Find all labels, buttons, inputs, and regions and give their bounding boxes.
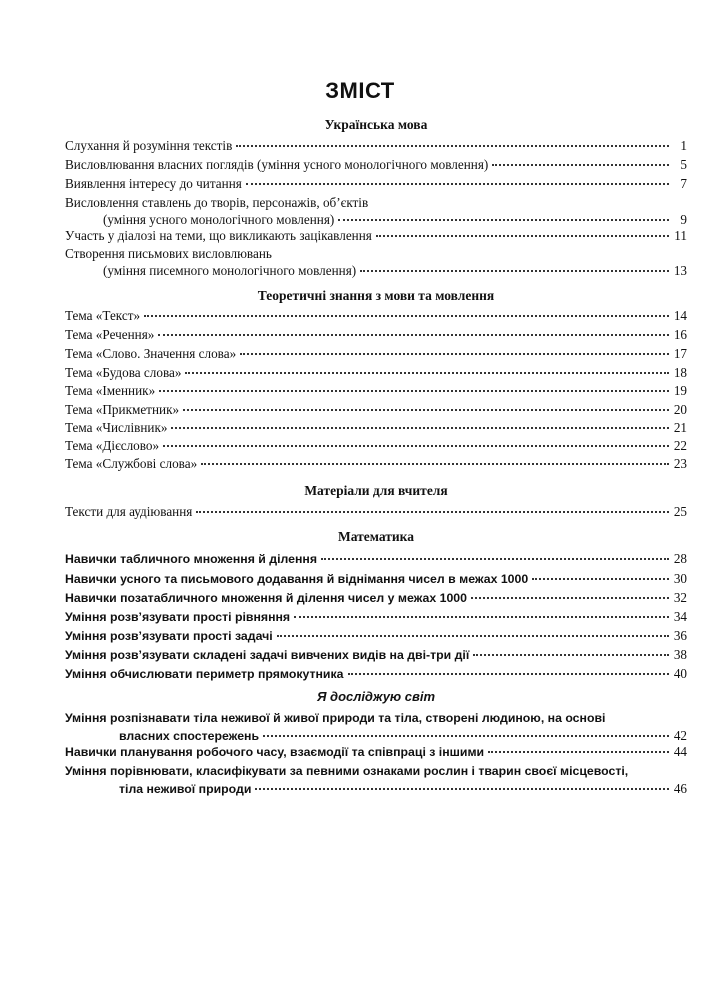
toc-entry-text: Тема «Числівник» <box>65 420 168 435</box>
dot-leader <box>255 787 669 790</box>
toc-page-number: 30 <box>673 571 687 586</box>
toc-entry-text: (уміння писемного монологічного мовлення) <box>103 263 357 278</box>
toc-entry-text: Тема «Прикметник» <box>65 402 180 417</box>
toc-entry[interactable] <box>65 156 687 173</box>
toc-page-number: 22 <box>673 438 687 453</box>
section-heading-ukrainian: Українська мова <box>324 117 428 132</box>
toc-entry-text: Тексти для аудіювання <box>65 504 193 519</box>
dot-leader <box>376 234 669 237</box>
toc-entry[interactable] <box>65 437 687 454</box>
toc-page-number: 1 <box>680 138 687 153</box>
toc-entry[interactable] <box>65 455 687 472</box>
toc-page-number: 9 <box>680 212 687 227</box>
dot-leader <box>360 269 669 272</box>
toc-page-number: 42 <box>673 728 687 743</box>
toc-entry[interactable] <box>65 503 687 520</box>
toc-page-number: 38 <box>673 647 687 662</box>
toc-page-number: 23 <box>673 456 687 471</box>
toc-page-number: 14 <box>673 308 687 323</box>
dot-leader <box>471 596 669 599</box>
toc-page-number: 20 <box>673 402 687 417</box>
toc-entry-first-line: Уміння розпізнавати тіла неживої й живої природи та тіла, створені людиною, на основі <box>65 711 606 725</box>
page-title: ЗМІСТ <box>325 78 395 103</box>
dot-leader <box>159 389 669 392</box>
dot-leader <box>277 634 669 637</box>
dot-leader <box>492 163 669 166</box>
toc-entry-first-line: Створення письмових висловлювань <box>65 246 272 261</box>
toc-entry-text: Уміння обчислювати периметр прямокутника <box>65 667 344 681</box>
toc-entry-text: Участь у діалозі на теми, що викликають зацікавлення <box>65 228 372 243</box>
toc-entry-text: Навички планування робочого часу, взаємодії та співпраці з іншими <box>65 745 485 759</box>
toc-entry[interactable] <box>65 194 687 228</box>
toc-entry[interactable] <box>65 175 687 192</box>
section-heading-math: Математика <box>337 529 414 544</box>
toc-page-number: 25 <box>673 504 687 519</box>
dot-leader <box>488 750 669 753</box>
section-heading-world: Я досліджую світ <box>316 689 436 704</box>
section-heading-teacher: Матеріали для вчителя <box>304 483 448 498</box>
toc-entry-text: Уміння розв’язувати прості рівняння <box>65 610 291 624</box>
toc-entry-text: Уміння розв’язувати складені задачі вивчених видів на дві-три дії <box>65 648 470 662</box>
section-heading-theory: Теоретичні знання з мови та мовлення <box>257 288 495 303</box>
toc-page-number: 11 <box>674 228 687 243</box>
dot-leader <box>201 462 669 465</box>
toc-entry[interactable] <box>65 364 687 381</box>
toc-entry-text: (уміння усного монологічного мовлення) <box>103 212 335 227</box>
toc-entry-text: власних спостережень <box>119 729 260 743</box>
toc-entry[interactable] <box>65 570 687 588</box>
toc-entry[interactable] <box>65 227 687 244</box>
toc-entry-text: Навички усного та письмового додавання й віднімання чисел в межах 1000 <box>65 572 529 586</box>
dot-leader <box>532 577 669 580</box>
toc-entry-text: Тема «Текст» <box>65 308 141 323</box>
toc-page-number: 5 <box>680 157 687 172</box>
toc-entry[interactable] <box>65 382 687 399</box>
toc-entry[interactable] <box>65 710 687 745</box>
toc-page-number: 18 <box>673 365 687 380</box>
toc-entry[interactable] <box>65 307 687 324</box>
toc-page-number: 16 <box>673 327 687 342</box>
dot-leader <box>294 615 669 618</box>
toc-entry-first-line: Уміння порівнювати, класифікувати за певними ознаками рослин і тварин своєї місцевості, <box>65 764 629 778</box>
dot-leader <box>236 144 669 147</box>
toc-page-number: 44 <box>673 744 687 759</box>
toc-entry[interactable] <box>65 137 687 154</box>
toc-entry[interactable] <box>65 743 687 761</box>
toc-entry[interactable] <box>65 245 687 279</box>
dot-leader <box>171 426 669 429</box>
dot-leader <box>246 182 669 185</box>
toc-entry-text: Уміння розв’язувати прості задачі <box>65 629 273 643</box>
toc-entry-text: Тема «Службові слова» <box>65 456 198 471</box>
toc-entry-text: Висловлювання власних поглядів (уміння усного монологічного мовлення) <box>65 157 489 172</box>
dot-leader <box>321 557 669 560</box>
toc-entry-text: Слухання й розуміння текстів <box>65 138 233 153</box>
toc-entry[interactable] <box>65 345 687 362</box>
toc-page-number: 17 <box>673 346 687 361</box>
toc-page-number: 19 <box>673 383 687 398</box>
toc-entry-text: Навички табличного множення й ділення <box>65 552 318 566</box>
toc-entry[interactable] <box>65 419 687 436</box>
toc-entry-text: тіла неживої природи <box>119 782 252 796</box>
toc-entry-first-line: Висловлення ставлень до творів, персонажів, об’єктів <box>65 195 369 210</box>
dot-leader <box>163 444 669 447</box>
toc-entry[interactable] <box>65 401 687 418</box>
dot-leader <box>183 408 669 411</box>
toc-page-number: 46 <box>673 781 687 796</box>
toc-page-number: 36 <box>673 628 687 643</box>
toc-entry-text: Виявлення інтересу до читання <box>65 176 242 191</box>
dot-leader <box>158 333 669 336</box>
toc-entry[interactable] <box>65 627 687 645</box>
toc-entry[interactable] <box>65 665 687 683</box>
dot-leader <box>240 352 669 355</box>
toc-entry[interactable] <box>65 763 687 798</box>
toc-page-number: 7 <box>680 176 687 191</box>
toc-entry-text: Тема «Речення» <box>65 327 155 342</box>
toc-entry[interactable] <box>65 646 687 664</box>
toc-entry[interactable] <box>65 550 687 568</box>
toc-page-number: 28 <box>673 551 687 566</box>
toc-page-number: 21 <box>673 420 687 435</box>
toc-entry-text: Навички позатабличного множення й ділення чисел у межах 1000 <box>65 591 467 605</box>
dot-leader <box>473 653 669 656</box>
toc-entry-text: Тема «Іменник» <box>65 383 156 398</box>
dot-leader <box>144 314 669 317</box>
toc-page-number: 34 <box>673 609 687 624</box>
toc-entry-text: Тема «Будова слова» <box>65 365 182 380</box>
dot-leader <box>338 218 669 221</box>
toc-page-number: 32 <box>673 590 687 605</box>
toc-entry[interactable] <box>65 589 687 607</box>
dot-leader <box>263 734 669 737</box>
toc-page-number: 13 <box>673 263 687 278</box>
toc-entry-text: Тема «Слово. Значення слова» <box>65 346 237 361</box>
toc-page-number: 40 <box>673 666 687 681</box>
toc-entry[interactable] <box>65 608 687 626</box>
dot-leader <box>348 672 670 675</box>
dot-leader <box>185 371 669 374</box>
dot-leader <box>196 510 669 513</box>
toc-entry[interactable] <box>65 326 687 343</box>
toc-entry-text: Тема «Дієслово» <box>65 438 160 453</box>
